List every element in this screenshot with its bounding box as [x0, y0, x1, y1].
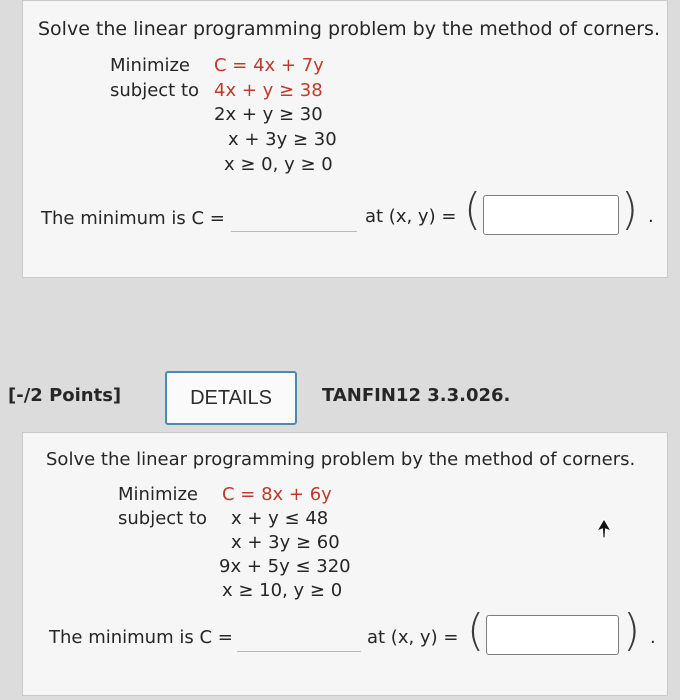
right-paren: ) [621, 184, 639, 235]
subject-to-label: subject to [110, 80, 200, 101]
at-xy-label: at (x, y) = [365, 206, 457, 227]
minimum-label: The minimum is C = [41, 208, 225, 229]
period: . [650, 627, 656, 648]
minimum-c-input[interactable] [237, 651, 361, 652]
constraint: x + 3y ≥ 30 [228, 129, 337, 150]
period: . [648, 206, 654, 227]
problem-2-prompt: Solve the linear programming problem by the method of corners. [46, 449, 636, 470]
problem-1-panel [22, 0, 668, 278]
minimize-label: Minimize [118, 484, 198, 505]
mouse-cursor-icon [596, 518, 612, 540]
xy-answer-box[interactable] [483, 195, 619, 235]
at-xy-label: at (x, y) = [367, 627, 459, 648]
left-paren: ( [464, 184, 482, 235]
right-paren: ) [623, 605, 641, 656]
objective-function: C = 8x + 6y [222, 484, 332, 505]
details-button[interactable]: DETAILS [165, 371, 297, 425]
constraint: x ≥ 10, y ≥ 0 [222, 580, 343, 601]
minimum-c-input[interactable] [231, 231, 357, 232]
constraint: 9x + 5y ≤ 320 [219, 556, 351, 577]
points-label: [-/2 Points] [8, 385, 122, 406]
xy-answer-box[interactable] [486, 615, 619, 655]
constraint: 2x + y ≥ 30 [214, 104, 323, 125]
constraint: x + 3y ≥ 60 [231, 532, 340, 553]
constraint: 4x + y ≥ 38 [214, 80, 323, 101]
problem-1-prompt: Solve the linear programming problem by the method of corners. [38, 18, 660, 40]
objective-function: C = 4x + 7y [214, 55, 324, 76]
minimize-label: Minimize [110, 55, 190, 76]
problem-id: TANFIN12 3.3.026. [322, 385, 511, 406]
subject-to-label: subject to [118, 508, 208, 529]
constraint: x + y ≤ 48 [231, 508, 329, 529]
minimum-label: The minimum is C = [49, 627, 233, 648]
left-paren: ( [467, 605, 485, 656]
constraint: x ≥ 0, y ≥ 0 [224, 154, 333, 175]
problem-2-panel [22, 432, 668, 696]
